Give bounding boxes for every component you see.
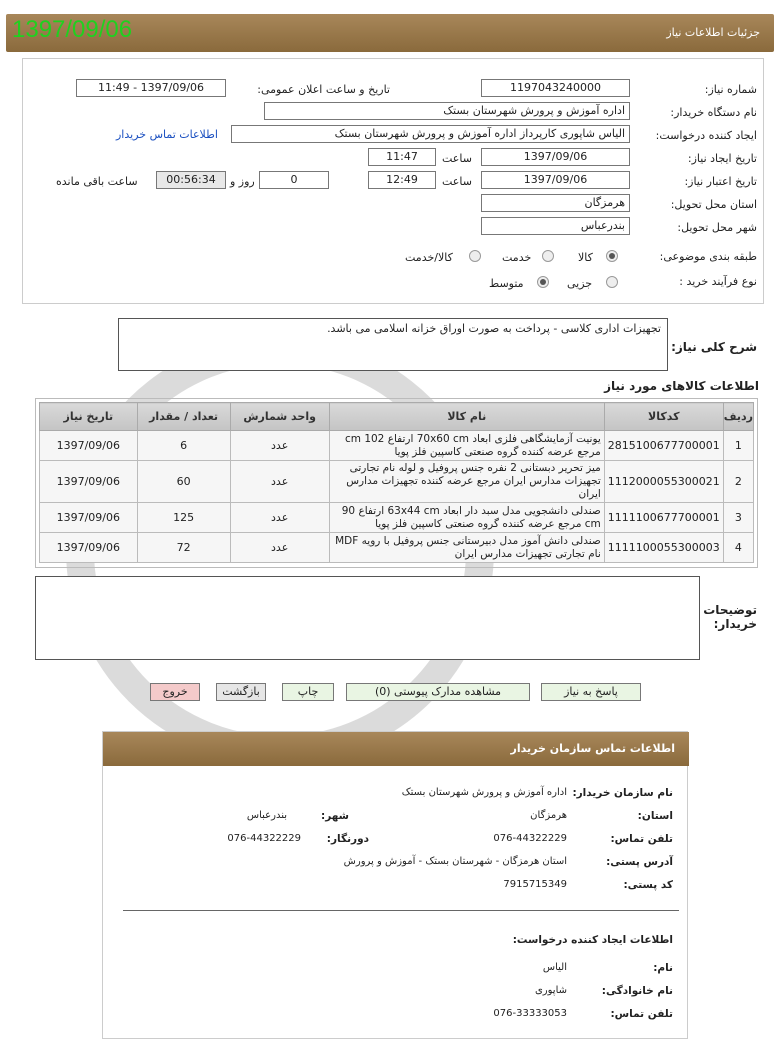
col-header-qty: تعداد / مقدار	[137, 403, 230, 431]
contact-fax-value: 076-44322229	[227, 833, 301, 844]
summary-text: تجهیزات اداری کلاسی - پرداخت به صورت اوراق خزانه اسلامی می باشد.	[327, 322, 661, 335]
category-radio-both[interactable]	[469, 250, 481, 262]
contact-postal-label: کد پستی:	[623, 879, 673, 891]
create-time-field: 11:47	[368, 148, 436, 166]
item-unit: عدد	[230, 431, 329, 461]
table-header-row	[40, 403, 754, 431]
days-label: روز و	[230, 175, 255, 188]
back-button[interactable]: بازگشت	[216, 683, 266, 701]
items-table	[39, 402, 754, 563]
city-label: شهر محل تحویل:	[677, 221, 757, 234]
validity-time-field: 12:49	[368, 171, 436, 189]
create-date-field: 1397/09/06	[481, 148, 630, 166]
item-unit: عدد	[230, 533, 329, 563]
summary-textarea	[118, 318, 668, 371]
reply-button[interactable]: پاسخ به نیاز	[541, 683, 641, 701]
category-option-goods: کالا	[578, 251, 593, 264]
items-title: اطلاعات کالاهای مورد نیاز	[604, 379, 759, 393]
col-header-date: تاریخ نیاز	[40, 403, 138, 431]
creator-info-title: اطلاعات ایجاد کننده درخواست:	[512, 934, 673, 946]
days-field: 0	[259, 171, 329, 189]
create-date-label: تاریخ ایجاد نیاز:	[687, 152, 757, 165]
category-label: طبقه بندی موضوعی:	[659, 250, 757, 263]
attachments-button[interactable]: مشاهده مدارک پیوستی (0)	[346, 683, 530, 701]
buyer-notes-textarea[interactable]	[35, 576, 700, 660]
item-name: میز تحریر دبستانی 2 نفره جنس پروفیل و لوله نام تجارتی تجهیزات مدارس ایران مرجع عرضه کننده تجهیزات مدارس ایران	[329, 461, 604, 503]
validity-label: تاریخ اعتبار نیاز:	[684, 175, 757, 188]
contact-fax-label: دورنگار:	[326, 833, 369, 845]
purchase-type-label: نوع فرآیند خرید :	[679, 275, 757, 288]
row-number: 4	[723, 533, 753, 563]
creator-name-value: الیاس	[542, 962, 567, 973]
create-time-label: ساعت	[442, 152, 472, 165]
item-date: 1397/09/06	[40, 461, 138, 503]
table-row	[40, 431, 754, 461]
contact-postal-value: 7915715349	[503, 879, 567, 890]
contact-phone-value: 076-44322229	[493, 833, 567, 844]
contact-org-label: نام سازمان خریدار:	[572, 787, 673, 799]
item-date: 1397/09/06	[40, 533, 138, 563]
announce-field: 1397/09/06 - 11:49	[76, 79, 226, 97]
table-row	[40, 533, 754, 563]
item-date: 1397/09/06	[40, 503, 138, 533]
contact-header	[103, 732, 689, 766]
date-stamp: 1397/09/06	[12, 16, 133, 43]
contact-address-label: آدرس پستی:	[606, 856, 673, 868]
item-code: 1111100055300003	[604, 533, 723, 563]
col-header-unit: واحد شمارش	[230, 403, 329, 431]
buyer-org-field: اداره آموزش و پرورش شهرستان بستک	[264, 102, 630, 120]
row-number: 3	[723, 503, 753, 533]
row-number: 1	[723, 431, 753, 461]
creator-field: الیاس شاپوری کارپرداز اداره آموزش و پرورش شهرستان بستک	[231, 125, 630, 143]
col-header-code: کدکالا	[604, 403, 723, 431]
purchase-radio-medium[interactable]	[537, 276, 549, 288]
summary-label: شرح کلی نیاز:	[671, 340, 757, 354]
item-date: 1397/09/06	[40, 431, 138, 461]
remaining-time-field: 00:56:34	[156, 171, 226, 189]
contact-phone-label: تلفن تماس:	[610, 833, 673, 845]
table-row	[40, 503, 754, 533]
validity-date-field: 1397/09/06	[481, 171, 630, 189]
page-title: جزئیات اطلاعات نیاز	[666, 26, 760, 39]
creator-family-label: نام خانوادگی:	[601, 985, 673, 997]
remaining-label: ساعت باقی مانده	[56, 175, 138, 188]
item-code: 2815100677700001	[604, 431, 723, 461]
province-label: استان محل تحویل:	[670, 198, 757, 211]
contact-address-value: استان هرمزگان - شهرستان بستک - آموزش و پرورش	[343, 856, 567, 867]
col-header-row: ردیف	[723, 403, 753, 431]
buyer-org-label: نام دستگاه خریدار:	[670, 106, 757, 119]
contact-city-value: بندرعباس	[246, 810, 287, 821]
item-name: صندلی دانش آموز مدل دبیرستانی جنس پروفیل با رویه MDF نام تجارتی تجهیزات مدارس ایران	[329, 533, 604, 563]
exit-button[interactable]: خروج	[150, 683, 200, 701]
print-button[interactable]: چاپ	[282, 683, 334, 701]
item-name: صندلی دانشجویی مدل سبد دار ابعاد 63x44 cm ارتفاع 90 cm مرجع عرضه کننده گروه صنعتی کاسپین فلز پویا	[329, 503, 604, 533]
item-qty: 125	[137, 503, 230, 533]
city-field: بندرعباس	[481, 217, 630, 235]
purchase-option-medium: متوسط	[489, 277, 524, 290]
contact-title: اطلاعات تماس سازمان خریدار	[510, 742, 675, 755]
item-unit: عدد	[230, 503, 329, 533]
table-row	[40, 461, 754, 503]
creator-family-value: شاپوری	[534, 985, 567, 996]
category-radio-goods[interactable]	[606, 250, 618, 262]
validity-time-label: ساعت	[442, 175, 472, 188]
contact-divider	[123, 910, 679, 911]
contact-org-value: اداره آموزش و پرورش شهرستان بستک	[401, 787, 567, 798]
purchase-radio-minor[interactable]	[606, 276, 618, 288]
item-qty: 72	[137, 533, 230, 563]
province-field: هرمزگان	[481, 194, 630, 212]
item-qty: 6	[137, 431, 230, 461]
category-option-both: کالا/خدمت	[405, 251, 453, 264]
category-radio-service[interactable]	[542, 250, 554, 262]
announce-label: تاریخ و ساعت اعلان عمومی:	[257, 83, 390, 96]
creator-label: ایجاد کننده درخواست:	[655, 129, 757, 142]
item-qty: 60	[137, 461, 230, 503]
item-code: 1111100677700001	[604, 503, 723, 533]
contact-province-label: استان:	[637, 810, 673, 822]
item-unit: عدد	[230, 461, 329, 503]
contact-city-label: شهر:	[321, 810, 349, 822]
buyer-contact-panel	[102, 731, 688, 1039]
creator-name-label: نام:	[653, 962, 673, 974]
row-number: 2	[723, 461, 753, 503]
buyer-notes-label: توضیحات خریدار:	[703, 603, 757, 631]
creator-phone-label: تلفن تماس:	[610, 1008, 673, 1020]
item-name: یونیت آزمایشگاهی فلزی ابعاد 70x60 cm ارتفاع 102 cm مرجع عرضه کننده گروه صنعتی کاسپین فلز پویا	[329, 431, 604, 461]
items-table-wrapper	[35, 398, 758, 568]
buyer-contact-link[interactable]: اطلاعات تماس خریدار	[116, 128, 218, 141]
need-number-label: شماره نیاز:	[704, 83, 757, 96]
need-number-field: 1197043240000	[481, 79, 630, 97]
item-code: 1112000055300021	[604, 461, 723, 503]
col-header-name: نام کالا	[329, 403, 604, 431]
contact-province-value: هرمزگان	[530, 810, 567, 821]
category-option-service: خدمت	[502, 251, 532, 264]
creator-phone-value: 076-33333053	[493, 1008, 567, 1019]
purchase-option-minor: جزیی	[567, 277, 593, 290]
